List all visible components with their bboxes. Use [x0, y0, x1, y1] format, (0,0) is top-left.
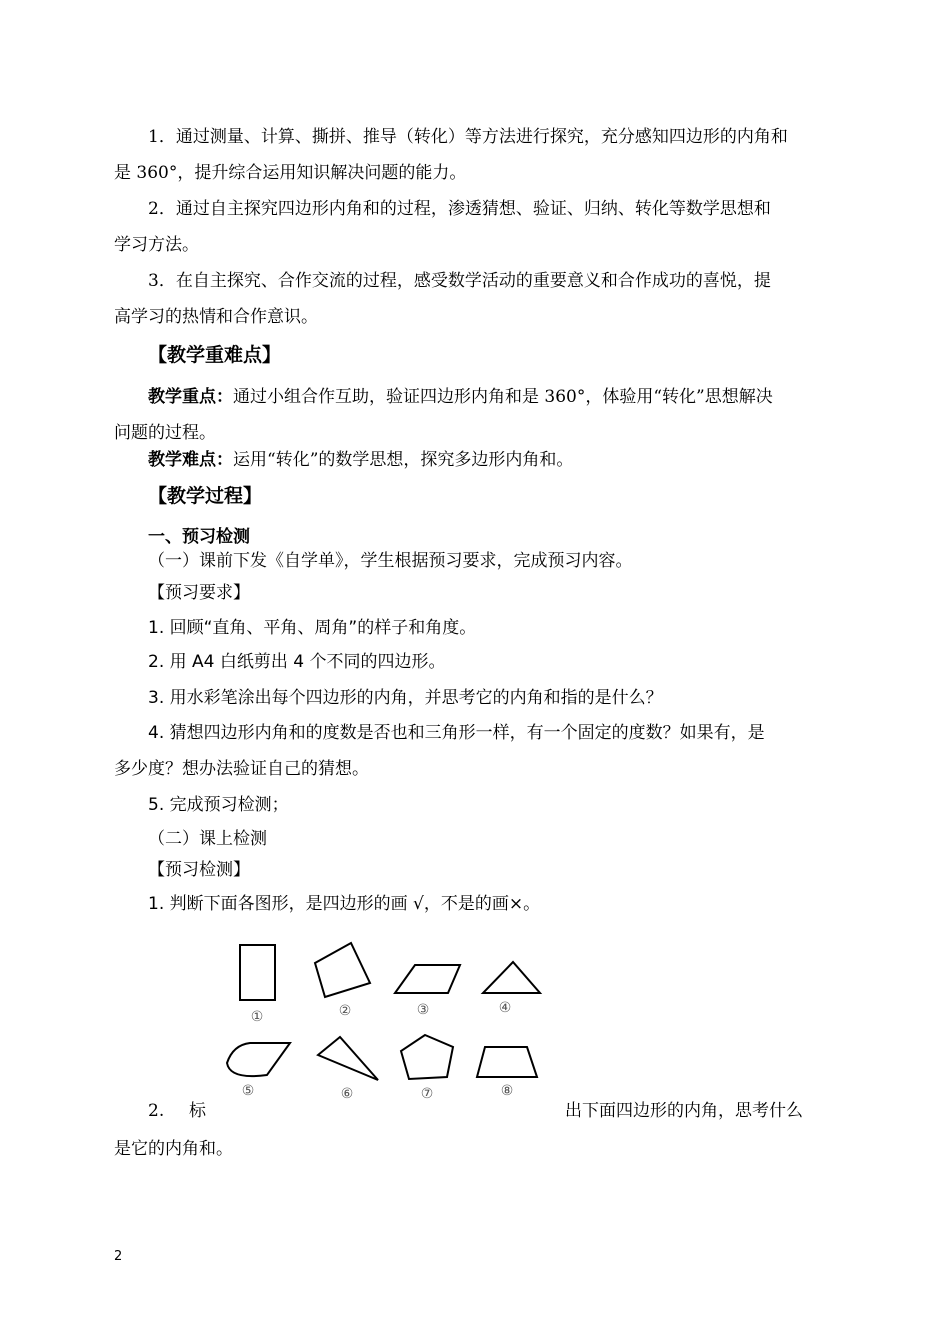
- shape-6-triangle: [318, 1037, 378, 1080]
- focus-line-2: 问题的过程。: [114, 423, 216, 443]
- requirement-2: 2. 用 A4 白纸剪出 4 个不同的四边形。: [148, 652, 446, 672]
- page-number: 2: [114, 1249, 123, 1264]
- shape-2-quadrilateral: [315, 943, 370, 997]
- difficulty-text: 运用“转化”的数学思想，探究多边形内角和。: [233, 450, 574, 470]
- key-points-heading: 【教学重难点】: [148, 344, 282, 366]
- shape-label-5: ⑤: [241, 1083, 255, 1099]
- requirement-1: 1. 回顾“直角、平角、周角”的样子和角度。: [148, 618, 477, 638]
- shape-label-7: ⑦: [420, 1086, 434, 1102]
- shape-label-3: ③: [416, 1002, 430, 1018]
- shape-7-pentagon: [401, 1035, 453, 1079]
- goal-3-line-1: 3．在自主探究、合作交流的过程，感受数学活动的重要意义和合作成功的喜悦，提: [148, 271, 771, 291]
- subsection-1: （一）课前下发《自学单》，学生根据预习要求，完成预习内容。: [148, 551, 633, 571]
- requirement-4-line-1: 4. 猜想四边形内角和的度数是否也和三角形一样，有一个固定的度数？如果有，是: [148, 723, 765, 743]
- shape-4-triangle: [483, 962, 540, 993]
- goal-3-line-2: 高学习的热情和合作意识。: [114, 307, 318, 327]
- shapes-figure: [215, 935, 555, 1105]
- difficulty-label: 教学难点：: [148, 450, 233, 470]
- shape-label-4: ④: [498, 1000, 512, 1016]
- check-1: 1. 判断下面各图形，是四边形的画 √，不是的画×。: [148, 894, 541, 914]
- check-2-number: 2.: [148, 1101, 165, 1121]
- shape-label-8: ⑧: [500, 1083, 514, 1099]
- shape-8-trapezoid: [477, 1047, 537, 1077]
- shape-label-1: ①: [250, 1009, 264, 1025]
- shape-1-rectangle: [240, 945, 275, 1000]
- focus-label: 教学重点：: [148, 387, 233, 407]
- difficulty-line: [148, 449, 573, 471]
- subsection-2: （二）课上检测: [148, 829, 267, 849]
- requirement-3: 3. 用水彩笔涂出每个四边形的内角，并思考它的内角和指的是什么？: [148, 688, 663, 708]
- requirements-title: 【预习要求】: [148, 583, 250, 603]
- goal-2-line-1: 2．通过自主探究四边形内角和的过程，渗透猜想、验证、归纳、转化等数学思想和: [148, 199, 771, 219]
- focus-line-1: [148, 386, 773, 408]
- goal-1-line-2: 是 360°，提升综合运用知识解决问题的能力。: [114, 163, 467, 183]
- section-1-title: 一、预习检测: [148, 527, 250, 547]
- goal-2-line-2: 学习方法。: [114, 235, 199, 255]
- shape-3-parallelogram: [395, 965, 460, 993]
- focus-text: 通过小组合作互助，验证四边形内角和是 360°，体验用“转化”思想解决: [233, 387, 773, 407]
- check-title: 【预习检测】: [148, 860, 250, 880]
- check-2-part-a: 标: [189, 1101, 206, 1121]
- shape-label-2: ②: [338, 1003, 352, 1019]
- shape-5-curved: [227, 1043, 290, 1076]
- shape-label-6: ⑥: [340, 1086, 354, 1102]
- check-2-line-2: 是它的内角和。: [114, 1139, 233, 1159]
- requirement-5: 5. 完成预习检测；: [148, 795, 289, 815]
- goal-1-line-1: 1．通过测量、计算、撕拼、推导（转化）等方法进行探究，充分感知四边形的内角和: [148, 127, 788, 147]
- requirement-4-line-2: 多少度？想办法验证自己的猜想。: [114, 759, 369, 779]
- process-heading: 【教学过程】: [148, 485, 263, 507]
- check-2-part-b: 出下面四边形的内角，思考什么: [565, 1101, 803, 1121]
